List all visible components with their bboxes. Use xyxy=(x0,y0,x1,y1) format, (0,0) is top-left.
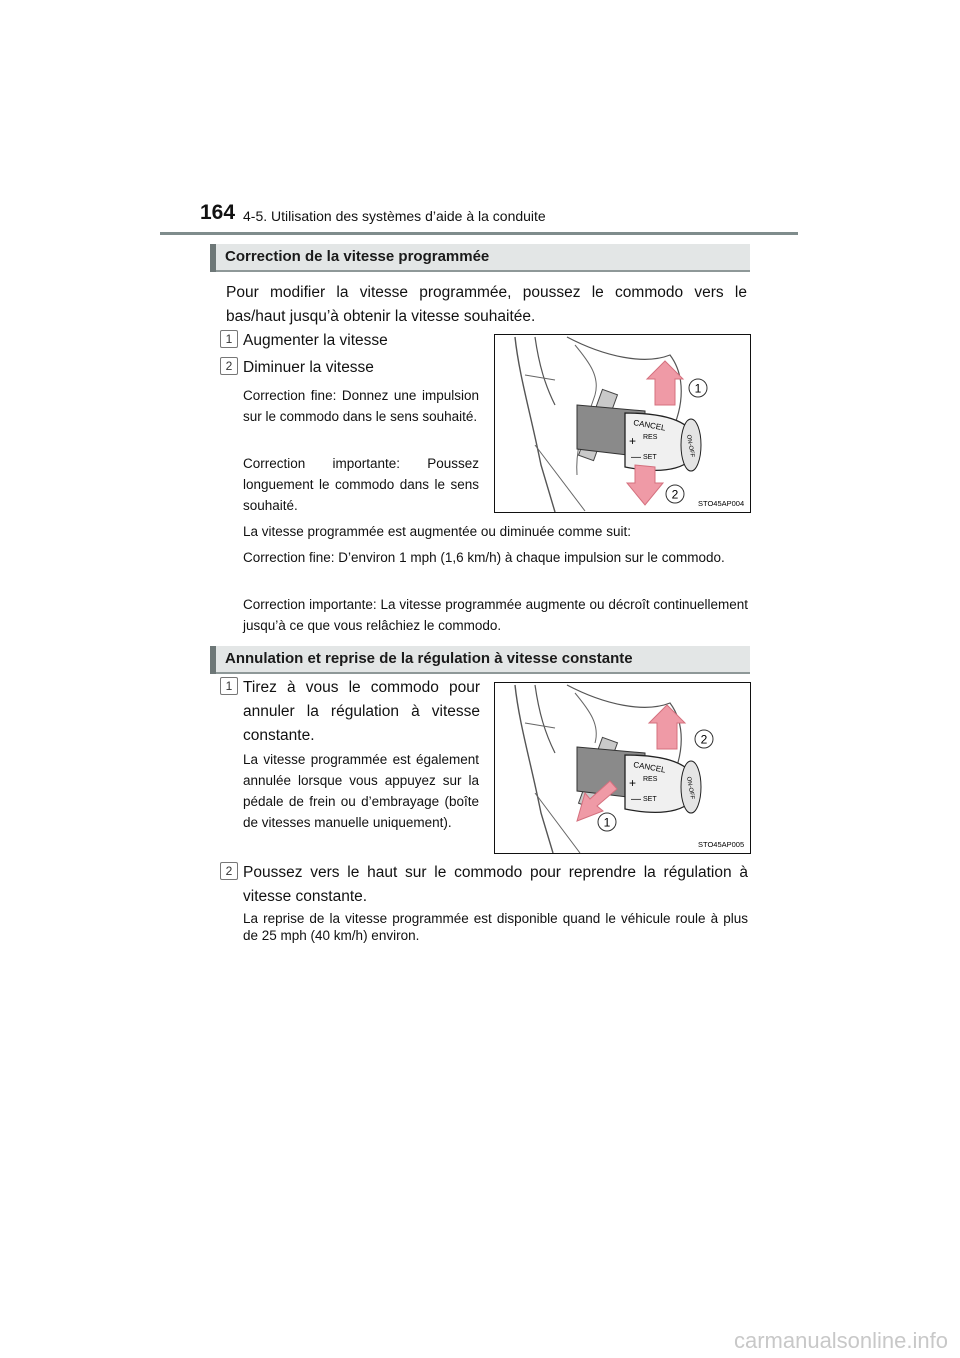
figure-code: STO45AP004 xyxy=(698,499,745,508)
item-decrease-speed: Diminuer la vitesse xyxy=(243,359,374,376)
item-cancel-note: La vitesse programmée est également annulée lorsque vous appuyez sur la pédale de frein ou d’embrayage (boîte de vitesses manuelle uniquement). xyxy=(243,752,479,830)
lever-label-minus: — xyxy=(631,452,641,463)
lever-label-onoff: ON-OFF xyxy=(685,434,695,458)
lever-label-plus: + xyxy=(629,434,637,448)
lever-label-minus: — xyxy=(631,794,641,805)
item-resume-text: Poussez vers le haut sur le commodo pour reprendre la régulation à vitesse constante. xyxy=(243,864,748,905)
lever-label-plus: + xyxy=(629,776,637,790)
lever-label-cancel: CANCEL xyxy=(632,418,667,433)
item-resume-note: La reprise de la vitesse programmée est disponible quand le véhicule roule à plus de 25 mph (40 km/h) environ. xyxy=(243,911,748,943)
lever-label-set: SET xyxy=(643,454,657,461)
callout-number: 2 xyxy=(700,732,708,747)
fine-correction-detail: Correction fine: D’environ 1 mph (1,6 km/h) à chaque impulsion sur le commodo. xyxy=(243,550,725,565)
section-heading-bar xyxy=(210,646,216,674)
item-cancel-text: Tirez à vous le commodo pour annuler la régulation à vitesse constante. xyxy=(243,679,480,744)
callout-number: 1 xyxy=(694,381,702,396)
speed-change-intro: La vitesse programmée est augmentée ou diminuée comme suit: xyxy=(243,524,631,539)
watermark-text: carmanualsonline.info xyxy=(733,1328,948,1353)
item-increase-speed: Augmenter la vitesse xyxy=(243,332,388,349)
section-heading-bar xyxy=(210,244,216,272)
lever-label-cancel: CANCEL xyxy=(632,760,667,775)
major-correction-note: Correction importante: Poussez longuement le commodo dans le sens souhaité. xyxy=(243,456,479,513)
item-number-badge: 2 xyxy=(220,862,238,880)
major-correction-detail: Correction importante: La vitesse programmée augmente ou décroît continuellement jusqu’à ce que vous relâchiez le commodo. xyxy=(243,597,748,633)
section-path: 4-5. Utilisation des systèmes d’aide à la conduite xyxy=(243,208,546,224)
callout-number: 2 xyxy=(671,487,679,502)
lever-label-onoff: ON-OFF xyxy=(685,776,695,800)
lever-label-res: RES xyxy=(643,776,658,783)
lever-label-set: SET xyxy=(643,796,657,803)
page-number: 164 xyxy=(200,201,236,224)
section-heading-text: Annulation et reprise de la régulation à vitesse constante xyxy=(225,650,633,667)
header-rule xyxy=(160,232,798,235)
lever-label-res: RES xyxy=(643,434,658,441)
lever-illustration-speed-adjust xyxy=(494,334,751,513)
item-number-badge: 1 xyxy=(220,677,238,695)
section-heading-cancel-resume xyxy=(210,646,750,674)
figure-code: STO45AP005 xyxy=(698,840,745,849)
fine-correction-note: Correction fine: Donnez une impulsion sur le commodo dans le sens souhaité. xyxy=(243,388,479,424)
lever-illustration-cancel-resume xyxy=(494,682,751,854)
callout-number: 1 xyxy=(603,815,611,830)
item-number-badge: 1 xyxy=(220,330,238,348)
item-number-badge: 2 xyxy=(220,357,238,375)
intro-paragraph: Pour modifier la vitesse programmée, poussez le commodo vers le bas/haut jusqu’à obtenir la vitesse souhaitée. xyxy=(226,284,747,325)
section-heading-correction xyxy=(210,244,750,272)
section-heading-text: Correction de la vitesse programmée xyxy=(225,248,490,265)
arrow-up-icon xyxy=(649,705,685,749)
